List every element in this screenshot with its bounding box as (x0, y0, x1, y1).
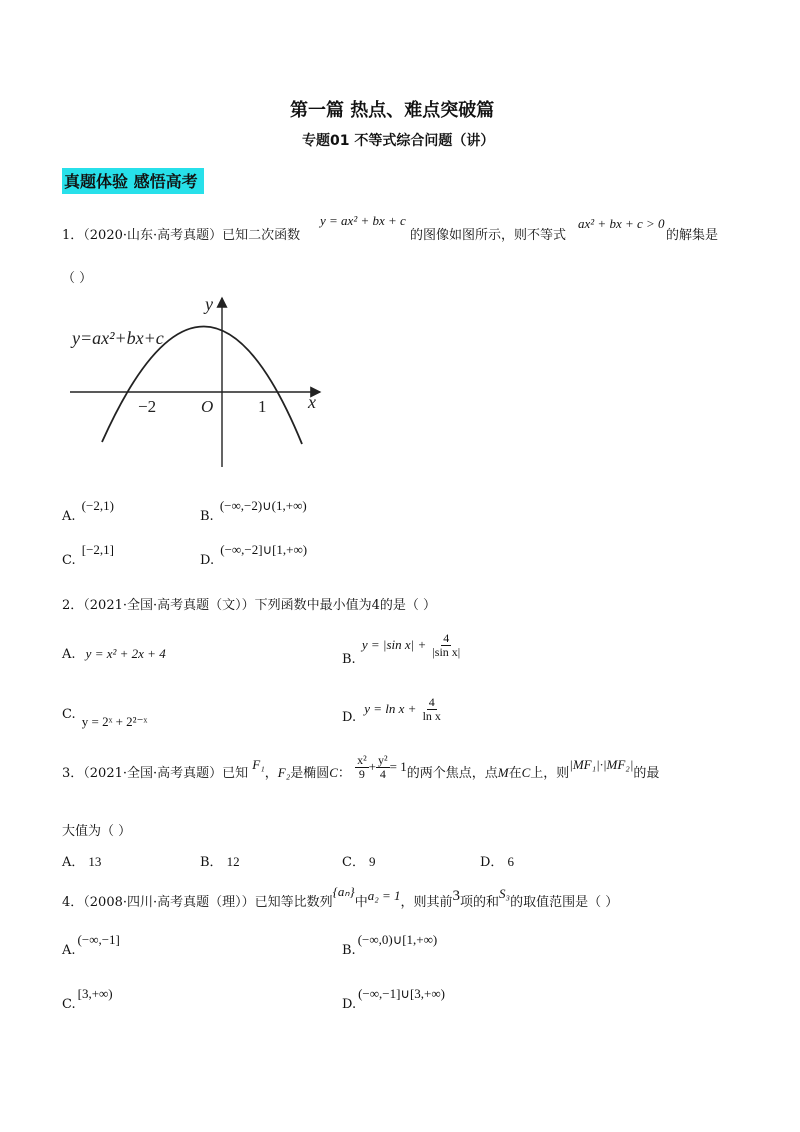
option-value-prefix: y = |sin x| + (361, 637, 427, 653)
option-label: B． (200, 855, 223, 870)
fraction-numerator: 4 (428, 695, 435, 709)
fraction-denominator: |sin x| (432, 645, 461, 660)
parabola-graph (62, 292, 332, 472)
fraction-denominator: 4 (379, 767, 386, 782)
option-value: (−∞,−2)∪(1,+∞) (219, 498, 307, 513)
q3-option-a[interactable] (62, 851, 101, 870)
tick-label-neg2: −2 (138, 397, 157, 416)
option-label: A. (62, 943, 76, 958)
inequality: ax² + bx + c > 0 (578, 216, 665, 231)
page-title: 第一篇 热点、难点突破篇 (290, 100, 495, 121)
sum-s3: S₃ (499, 886, 511, 901)
q2-option-b[interactable] (342, 631, 462, 668)
option-value: (−∞,−1] (77, 932, 120, 947)
q2-option-c[interactable] (62, 706, 148, 729)
option-label: A. (62, 509, 76, 524)
focus-f1: F₁ (252, 757, 265, 773)
q1-option-c[interactable] (62, 542, 115, 568)
option-b-fraction (430, 632, 462, 659)
question-4-stem (62, 884, 619, 911)
x-axis-label: x (308, 392, 316, 412)
q4-option-a[interactable] (62, 932, 120, 958)
q4-option-c[interactable] (62, 986, 113, 1012)
q3-stem-b: 是椭圆 (290, 766, 330, 782)
option-value: (−∞,0)∪[1,+∞) (357, 932, 438, 947)
origin-label: O (201, 397, 214, 416)
q2-option-d[interactable] (342, 695, 443, 726)
option-value: 13 (88, 854, 102, 869)
ellipse-c: C (329, 765, 338, 781)
option-label: D. (342, 710, 357, 726)
q3-stem-c: 的两个焦点，点 (406, 766, 498, 782)
question-1-tail: 的解集是 (666, 228, 719, 243)
ellipse-term-y (376, 754, 390, 781)
q3-stem-e: 上，则 (530, 766, 570, 782)
q3-option-d[interactable] (480, 851, 514, 870)
option-label: D. (342, 997, 357, 1012)
question-number: 1． (62, 228, 84, 243)
point-m: M (497, 765, 509, 781)
option-value: 6 (507, 854, 514, 869)
q3-option-c[interactable] (342, 851, 375, 870)
term-count: 3 (452, 888, 461, 904)
page-subtitle: 专题01 不等式综合问题（讲） (302, 133, 495, 149)
question-3-line2: 大值为（ ） (62, 824, 132, 839)
option-label: A. (62, 647, 76, 662)
option-value: [3,+∞) (77, 986, 113, 1001)
fraction-numerator: 4 (443, 631, 450, 645)
q4-option-b[interactable] (342, 932, 438, 958)
q4-stem-a: 4．（2008·四川·高考真题（理））已知等比数列 (62, 895, 333, 910)
option-value: (−∞,−1]∪[3,+∞) (358, 986, 445, 1001)
fraction-numerator: x² (357, 753, 367, 767)
colon: ： (337, 766, 351, 782)
q1-option-a[interactable] (62, 498, 114, 524)
sequence-an: {aₙ} (332, 884, 355, 899)
question-3-stem (62, 753, 660, 787)
option-label: D． (480, 855, 504, 870)
answer-paren: （ ） (62, 271, 93, 286)
q4-stem-b: 中 (354, 895, 368, 910)
option-label: B. (342, 652, 356, 668)
y-axis-label: y (205, 294, 213, 314)
option-label: C. (62, 707, 76, 722)
option-label: A． (62, 855, 85, 870)
q3-option-b[interactable] (200, 851, 240, 870)
option-value: y = 2ˣ + 2²⁻ˣ (81, 714, 148, 729)
question-1-stem (62, 224, 300, 243)
a2-equals-1: a₂ = 1 (367, 888, 401, 903)
question-source: （2020·山东·高考真题）已知二次函数 (83, 228, 301, 243)
separator: ， (264, 766, 278, 782)
q4-stem-d: 项的和 (460, 895, 500, 910)
fraction-denominator: 9 (358, 767, 365, 782)
plus-sign: + (368, 759, 377, 775)
focus-f2: F₂ (277, 765, 291, 781)
q4-stem-c: ，则其前 (400, 895, 453, 910)
question-1-mid: 的图像如图所示，则不等式 (410, 228, 567, 243)
focal-product: |MF₁|·|MF₂| (569, 757, 634, 773)
option-value: 9 (368, 854, 376, 869)
quadratic-function: y = ax² + bx + c (320, 213, 406, 228)
option-label: C． (342, 855, 365, 870)
ellipse-c-ref: C (521, 765, 531, 781)
option-label: C. (62, 997, 76, 1012)
option-label: B. (200, 509, 214, 524)
option-d-fraction (421, 696, 443, 723)
q3-stem-a: 3．（2021·全国·高考真题）已知 (62, 766, 249, 782)
q1-option-b[interactable] (200, 498, 307, 524)
fraction-denominator: ln x (422, 709, 441, 724)
question-2-stem: 2．（2021·全国·高考真题（文））下列函数中最小值为4的是（ ） (62, 598, 437, 613)
option-value: (−2,1) (81, 498, 114, 513)
option-value: 12 (226, 854, 240, 869)
q4-stem-e: 的取值范围是（ ） (510, 895, 619, 910)
option-value: [−2,1] (81, 542, 115, 557)
curve-label: y=ax²+bx+c (72, 328, 164, 348)
q4-option-d[interactable] (342, 986, 445, 1012)
fraction-numerator: y² (378, 753, 388, 767)
ellipse-term-x (355, 754, 369, 781)
q3-stem-f: 的最 (633, 766, 660, 782)
tick-label-1: 1 (258, 397, 267, 416)
option-label: C. (62, 553, 76, 568)
equals-one: = 1 (389, 759, 407, 775)
option-value: (−∞,−2]∪[1,+∞) (220, 542, 308, 557)
q3-stem-d: 在 (508, 766, 522, 782)
option-label: D. (200, 553, 215, 568)
q1-option-d[interactable] (200, 542, 308, 568)
q2-option-a[interactable] (62, 646, 166, 662)
option-label: B. (342, 943, 356, 958)
option-value-prefix: y = ln x + (364, 701, 417, 717)
option-value: y = x² + 2x + 4 (85, 646, 166, 661)
section-banner: 真题体验 感悟高考 (62, 168, 204, 194)
